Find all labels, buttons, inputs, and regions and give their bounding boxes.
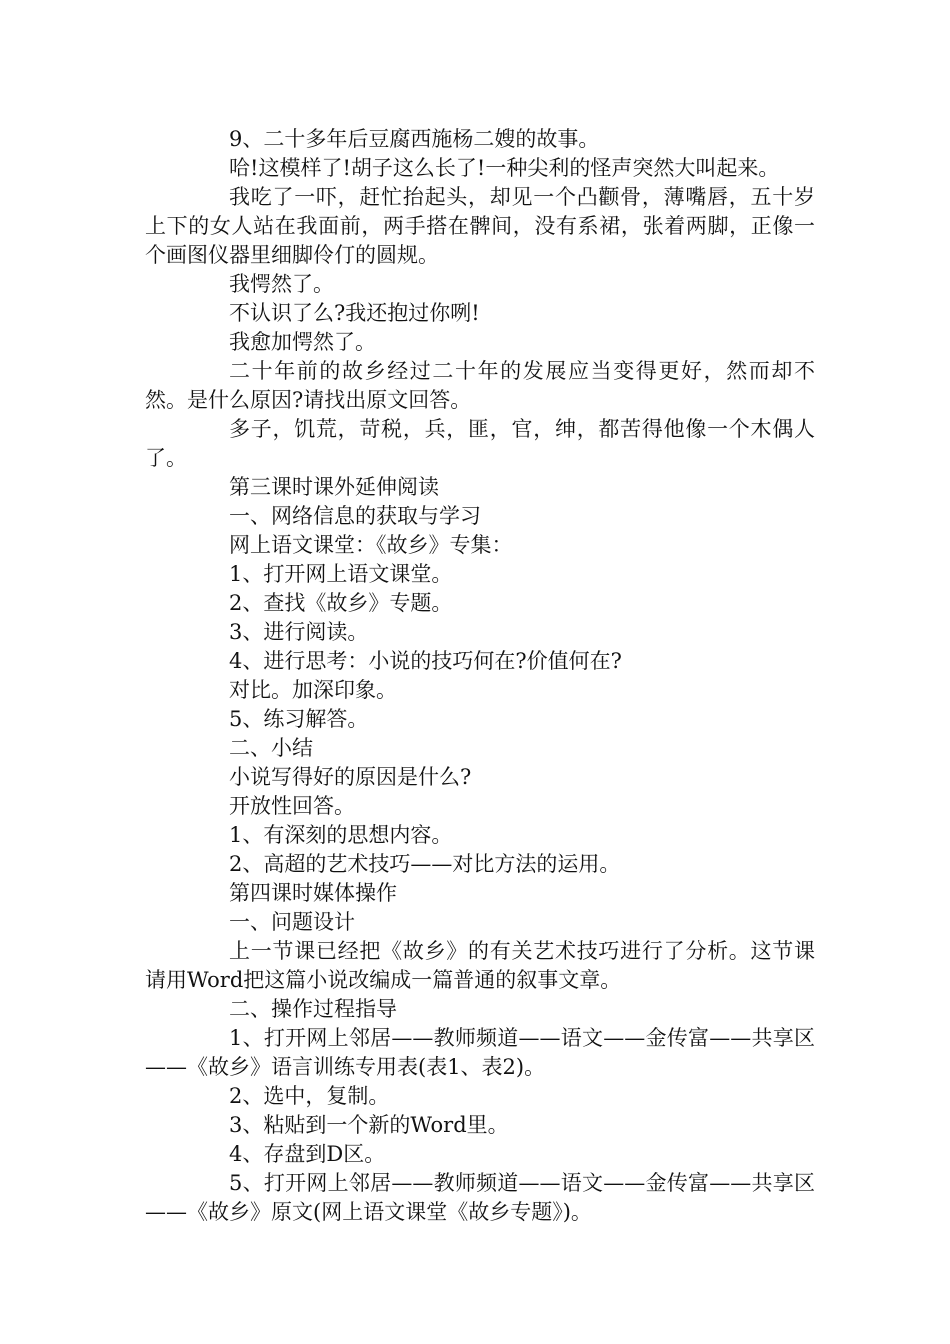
document-body xyxy=(145,125,815,1227)
subsection-heading: 一、网络信息的获取与学习 xyxy=(229,504,481,528)
subsection-heading: 二、操作过程指导 xyxy=(229,997,397,1021)
list-item: 5、打开网上邻居——教师频道——语文——金传富——共享区——《故乡》原文(网上语文课堂《故乡专题》)。 xyxy=(145,1171,815,1224)
paragraph: 我愈加愕然了。 xyxy=(229,330,376,354)
subsection-heading: 一、问题设计 xyxy=(229,910,355,934)
list-item: 4、存盘到D区。 xyxy=(229,1142,386,1166)
list-item: 1、打开网上语文课堂。 xyxy=(229,562,453,586)
paragraph: 不认识了么?我还抱过你咧! xyxy=(229,301,480,325)
paragraph: 开放性回答。 xyxy=(229,794,355,818)
paragraph: 我吃了一吓，赶忙抬起头，却见一个凸颧骨，薄嘴唇，五十岁上下的女人站在我面前，两手搭在髀间，没有系裙，张着两脚，正像一个画图仪器里细脚伶仃的圆规。 xyxy=(145,185,815,267)
list-item: 2、选中，复制。 xyxy=(229,1084,390,1108)
paragraph: 9、二十多年后豆腐西施杨二嫂的故事。 xyxy=(229,127,600,151)
paragraph: 对比。加深印象。 xyxy=(229,678,397,702)
paragraph: 网上语文课堂：《故乡》专集： xyxy=(229,533,513,557)
list-item: 4、进行思考：小说的技巧何在?价值何在? xyxy=(229,649,622,673)
paragraph: 二十年前的故乡经过二十年的发展应当变得更好，然而却不然。是什么原因?请找出原文回答。 xyxy=(145,359,815,412)
paragraph: 小说写得好的原因是什么? xyxy=(229,765,472,789)
list-item: 1、打开网上邻居——教师频道——语文——金传富——共享区——《故乡》语言训练专用表(表1、表2)。 xyxy=(145,1026,815,1079)
list-item: 5、练习解答。 xyxy=(229,707,369,731)
section-heading: 第三课时课外延伸阅读 xyxy=(229,475,439,499)
subsection-heading: 二、小结 xyxy=(229,736,313,760)
paragraph: 多子，饥荒，苛税，兵，匪，官，绅，都苦得他像一个木偶人了。 xyxy=(145,417,815,470)
paragraph: 上一节课已经把《故乡》的有关艺术技巧进行了分析。这节课请用Word把这篇小说改编成一篇普通的叙事文章。 xyxy=(145,939,815,992)
list-item: 3、粘贴到一个新的Word里。 xyxy=(229,1113,509,1137)
section-heading: 第四课时媒体操作 xyxy=(229,881,397,905)
list-item: 2、高超的艺术技巧——对比方法的运用。 xyxy=(229,852,621,876)
paragraph: 哈!这模样了!胡子这么长了!一种尖利的怪声突然大叫起来。 xyxy=(229,156,780,180)
list-item: 3、进行阅读。 xyxy=(229,620,369,644)
list-item: 2、查找《故乡》专题。 xyxy=(229,591,453,615)
paragraph: 我愕然了。 xyxy=(229,272,334,296)
list-item: 1、有深刻的思想内容。 xyxy=(229,823,453,847)
